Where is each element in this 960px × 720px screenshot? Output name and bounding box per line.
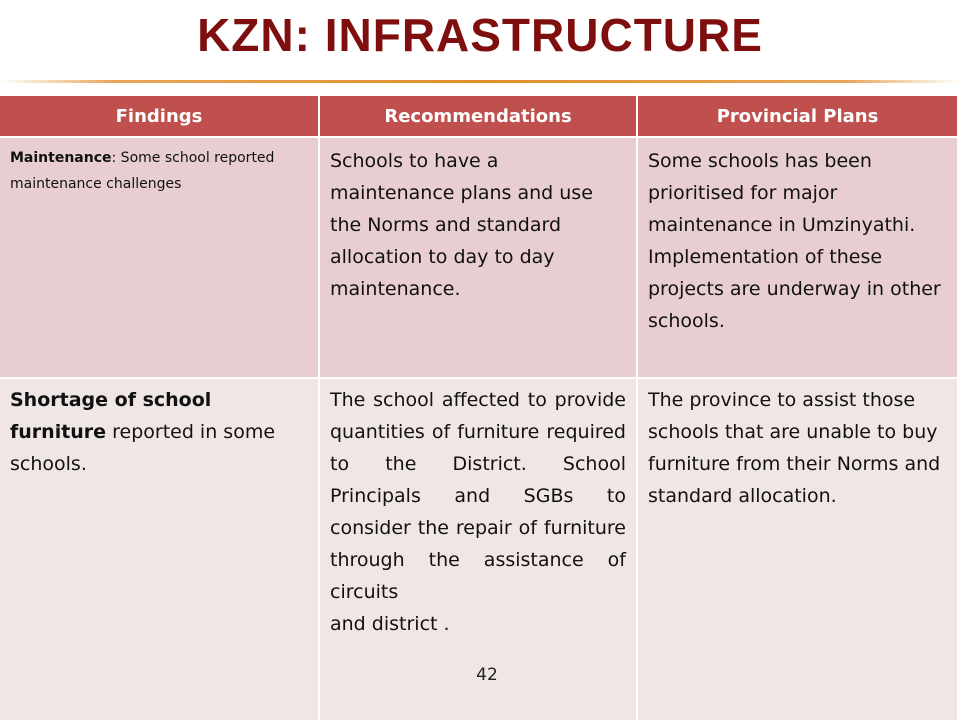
finding-text: : Some school reported maintenance challenges [10,150,275,192]
plan-cell: Some schools has been prioritised for major maintenance in Umzinyathi. Implementation of these projects are underway in other schools. [637,137,957,378]
page-number: 42 [476,665,498,685]
header-findings: Findings [0,96,319,137]
recommendation-text-end: and district . [330,613,450,635]
table-header-row [0,96,957,137]
plan-cell: The province to assist those schools that are unable to buy furniture from their Norms and standard allocation. [637,378,957,720]
title-divider [0,80,960,83]
finding-cell [0,137,319,378]
header-recommendations: Recommendations [319,96,637,137]
finding-cell [0,378,319,720]
table-row [0,137,957,378]
page-title: KZN: INFRASTRUCTURE [197,9,763,61]
findings-table [0,96,957,720]
recommendation-cell: Schools to have a maintenance plans and use the Norms and standard allocation to day to day maintenance. [319,137,637,378]
header-provincial-plans: Provincial Plans [637,96,957,137]
recommendation-text: The school affected to provide quantities of furniture required to the District. School Principals and SGBs to consider the repair of furniture through the assistance of circuits [330,389,626,603]
finding-text: reported in some schools. [10,421,276,475]
finding-topic: Maintenance [10,150,112,166]
finding-topic: Shortage of school furniture [10,389,212,443]
